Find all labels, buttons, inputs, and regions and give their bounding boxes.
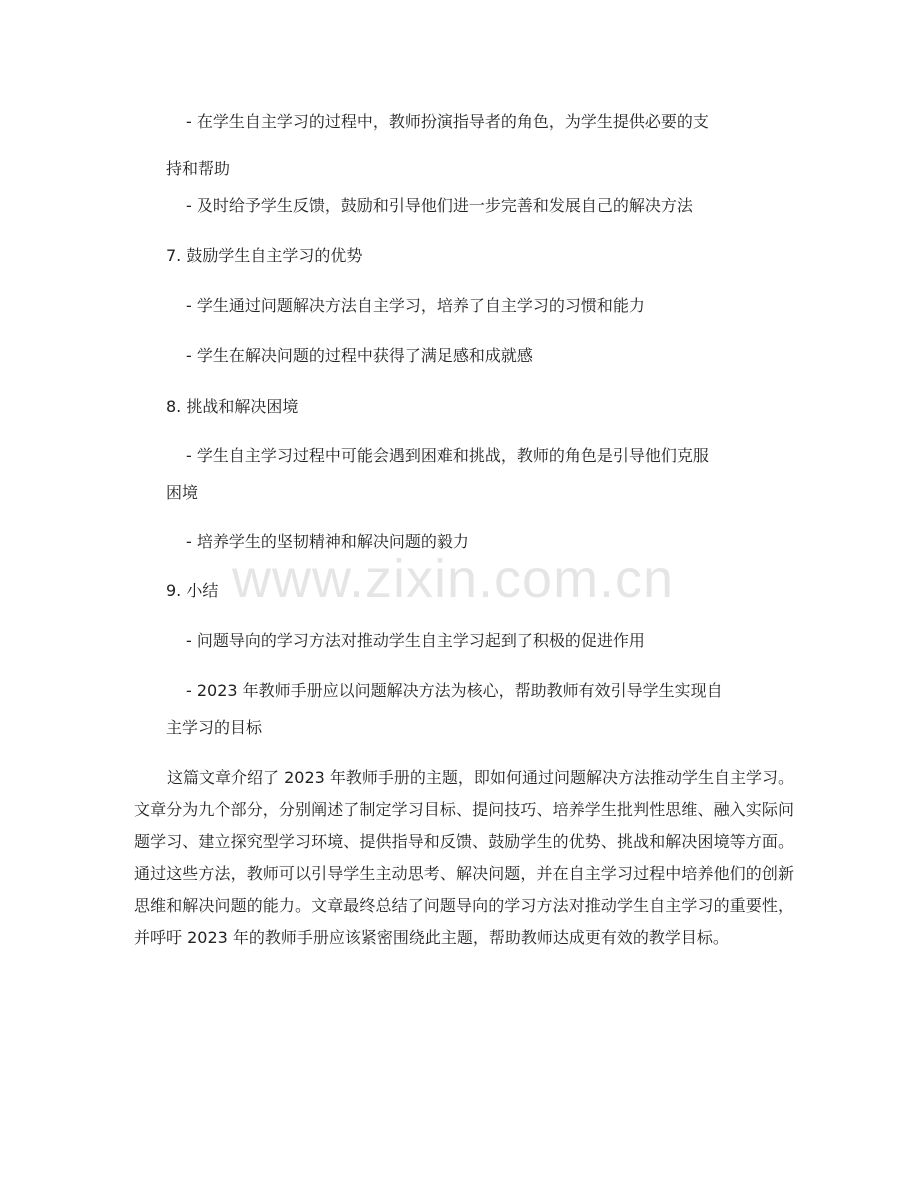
bullet-item: - 问题导向的学习方法对推动学生自主学习起到了积极的促进作用 xyxy=(186,631,645,650)
bullet-item: - 2023 年教师手册应以问题解决方法为核心，帮助教师有效引导学生实现自 xyxy=(186,681,723,700)
bullet-item-continuation: 主学习的目标 xyxy=(166,718,263,737)
bullet-item: - 学生通过问题解决方法自主学习，培养了自主学习的习惯和能力 xyxy=(186,296,645,315)
section-heading: 7. 鼓励学生自主学习的优势 xyxy=(166,246,363,265)
bullet-item: - 在学生自主学习的过程中，教师扮演指导者的角色，为学生提供必要的支 xyxy=(186,112,709,131)
bullet-item: - 学生自主学习过程中可能会遇到困难和挑战，教师的角色是引导他们克服 xyxy=(186,446,709,465)
bullet-item: - 培养学生的坚韧精神和解决问题的毅力 xyxy=(186,532,469,551)
section-heading: 8. 挑战和解决困境 xyxy=(166,397,299,416)
bullet-item: - 及时给予学生反馈，鼓励和引导他们进一步完善和发展自己的解决方法 xyxy=(186,196,693,215)
bullet-item-continuation: 困境 xyxy=(166,483,199,502)
summary-paragraph: 这篇文章介绍了 2023 年教师手册的主题，即如何通过问题解决方法推动学生自主学习。文章分为九个部分，分别阐述了制定学习目标、提问技巧、培养学生批判性思维、融入实际问题学习、建立探究型学习环境、提供指导和反馈、鼓励学生的优势、挑战和解决困境等方面。通过这些方法，教师可以引导学生主动思考、解决问题，并在自主学习过程中培养他们的创新思维和解决问题的能力。文章最终总结了问题导向的学习方法对推动学生自主学习的重要性，并呼吁 2023 年的教师手册应该紧密围绕此主题，帮助教师达成更有效的教学目标。 xyxy=(134,768,794,947)
section-heading: 9. 小结 xyxy=(166,581,219,600)
bullet-item: - 学生在解决问题的过程中获得了满足感和成就感 xyxy=(186,346,533,365)
bullet-item-continuation: 持和帮助 xyxy=(166,159,231,178)
watermark: www.zixin.com.cn xyxy=(232,549,675,609)
